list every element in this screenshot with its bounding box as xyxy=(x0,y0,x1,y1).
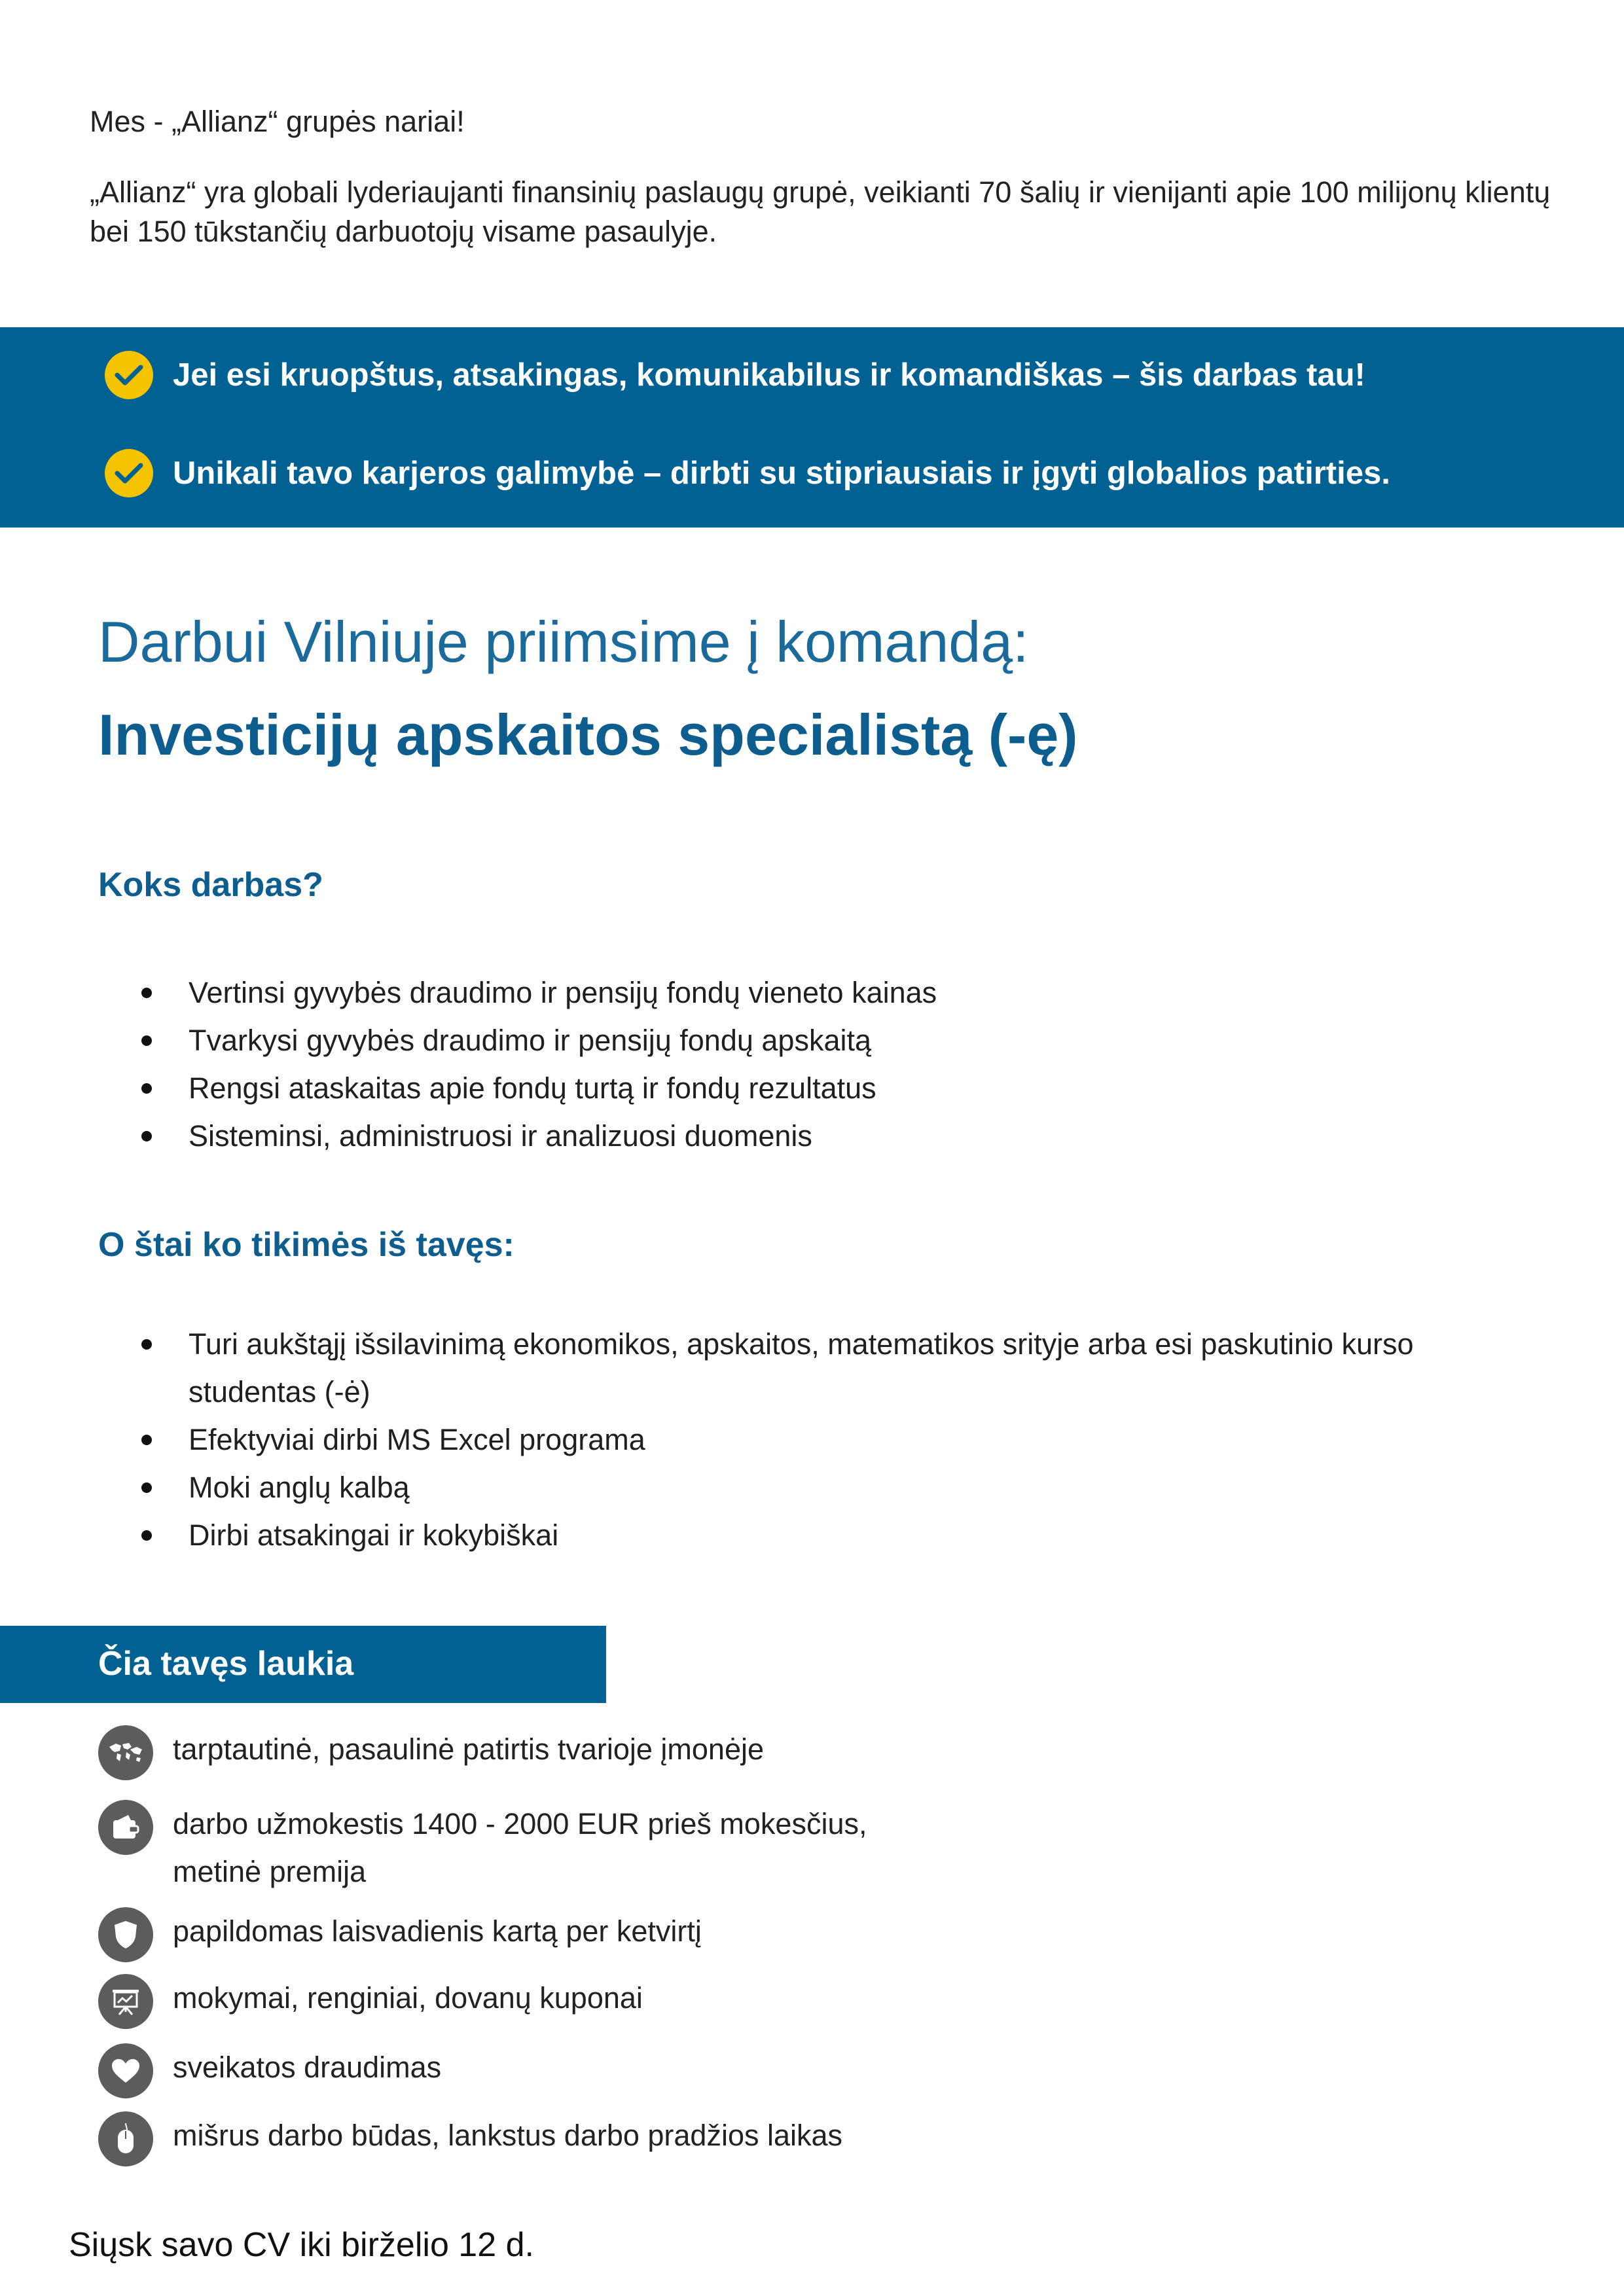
list-item: Turi aukštąjį išsilavinimą ekonomikos, apskaitos, matematikos srityje arba esi paskutinio kurso studentas (-ė) xyxy=(0,1320,1498,1416)
benefit-item xyxy=(98,1907,1220,1962)
benefit-text: papildomas laisvadienis kartą per ketvirtį xyxy=(173,1914,702,1948)
section-heading-expectations: O štai ko tikimės iš tavęs: xyxy=(98,1226,514,1264)
benefit-item xyxy=(98,1974,1220,2029)
work-duties-list xyxy=(0,969,1498,1160)
requirements-list xyxy=(0,1320,1498,1559)
section-heading-work: Koks darbas? xyxy=(98,866,323,904)
benefit-item xyxy=(98,1725,1220,1780)
intro-paragraph: „Allianz“ yra globali lyderiaujanti finansinių paslaugų grupė, veikianti 70 šalių ir vienijanti apie 100 milijonų klientų bei 150 tūkstančių darbuotojų visame pasaulyje. xyxy=(90,175,1551,248)
benefit-text xyxy=(173,1800,1220,1895)
benefit-item xyxy=(98,1800,1220,1895)
highlight-banner xyxy=(0,327,1624,528)
section-heading-benefits: Čia tavęs laukia xyxy=(98,1645,354,1683)
benefit-text: sveikatos draudimas xyxy=(173,2051,442,2084)
checkmark-icon xyxy=(105,449,153,497)
list-item: Efektyviai dirbi MS Excel programa xyxy=(0,1416,1498,1463)
shield-icon xyxy=(98,1907,153,1962)
benefit-item xyxy=(98,2111,1220,2166)
intro-line: Mes - „Allianz“ grupės nariai! xyxy=(90,105,465,138)
job-title: Investicijų apskaitos specialistą (-ę) xyxy=(98,702,1078,767)
benefit-text: tarptautinė, pasaulinė patirtis tvarioje įmonėje xyxy=(173,1732,765,1766)
banner-item xyxy=(105,351,1365,399)
hiring-intro: Darbui Vilniuje priimsime į komandą: xyxy=(98,609,1029,674)
benefit-item xyxy=(98,2043,1220,2098)
list-item: Sisteminsi, administruosi ir analizuosi duomenis xyxy=(0,1112,1498,1160)
list-item: Vertinsi gyvybės draudimo ir pensijų fondų vieneto kainas xyxy=(0,969,1498,1016)
computer-mouse-icon xyxy=(98,2111,153,2166)
checkmark-icon xyxy=(105,351,153,399)
banner-item-text: Unikali tavo karjeros galimybė – dirbti su stipriausiais ir įgyti globalios patirties. xyxy=(173,456,1390,491)
benefit-text: mokymai, renginiai, dovanų kuponai xyxy=(173,1981,643,2015)
wallet-icon xyxy=(98,1800,153,1855)
list-item: Moki anglų kalbą xyxy=(0,1463,1498,1511)
application-deadline: Siųsk savo CV iki birželio 12 d. xyxy=(69,2226,534,2264)
list-item: Rengsi ataskaitas apie fondų turtą ir fondų rezultatus xyxy=(0,1064,1498,1112)
list-item: Tvarkysi gyvybės draudimo ir pensijų fondų apskaitą xyxy=(0,1016,1498,1064)
benefit-text: mišrus darbo būdas, lankstus darbo pradžios laikas xyxy=(173,2119,843,2152)
banner-item-text: Jei esi kruopštus, atsakingas, komunikabilus ir komandiškas – šis darbas tau! xyxy=(173,357,1365,393)
list-item: Dirbi atsakingai ir kokybiškai xyxy=(0,1511,1498,1559)
banner-item xyxy=(105,449,1390,497)
presentation-board-icon xyxy=(98,1974,153,2029)
world-map-icon xyxy=(98,1725,153,1780)
benefit-text-line: metinė premija xyxy=(173,1855,367,1888)
heart-icon xyxy=(98,2043,153,2098)
benefit-text-line: darbo užmokestis 1400 - 2000 EUR prieš mokesčius, xyxy=(173,1807,867,1840)
